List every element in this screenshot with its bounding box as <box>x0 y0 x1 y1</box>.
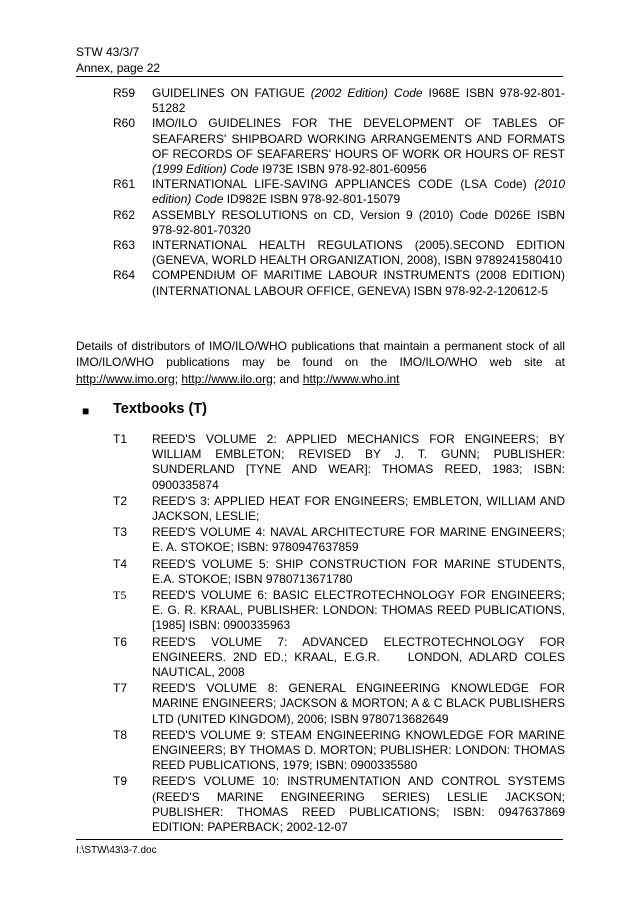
textbook-text: REED'S VOLUME 2: APPLIED MECHANICS FOR ENGINEERS; BY WILLIAM EMBLETON; REVISED BY J. T. GUNN; PUBLISHER: SUNDERLAND [TYNE AND WEAR]: THOMAS REED, 1983; ISBN: 0900335874 <box>152 432 565 492</box>
textbook-text: REED'S VOLUME 4: NAVAL ARCHITECTURE FOR MARINE ENGINEERS; E. A. STOKOE; ISBN: 9780947637859 <box>152 525 565 555</box>
footer-file-path: I:\STW\43\3-7.doc <box>76 845 157 856</box>
reference-code: R63 <box>113 238 136 253</box>
distributors-paragraph: Details of distributors of IMO/ILO/WHO publications that maintain a permanent stock of all IMO/ILO/WHO publications may be found on the IMO/ILO/WHO web site at http://www.imo.org; http://www.ilo.org; and http://www.who.int <box>76 339 565 386</box>
textbook-text: REED'S VOLUME 7: ADVANCED ELECTROTECHNOLOGY FOR ENGINEERS. 2ND ED.; KRAAL, E.G.R. LONDON, ADLARD COLES NAUTICAL, 2008 <box>152 634 569 680</box>
textbook-item <box>113 681 565 727</box>
textbook-code: T2 <box>113 493 128 508</box>
textbook-text: REED'S VOLUME 8: GENERAL ENGINEERING KNOWLEDGE FOR MARINE ENGINEERS; JACKSON & MORTON; A & C BLACK PUBLISHERS LTD (UNITED KINGDOM), 2006; ISBN 9780713682649 <box>152 681 565 726</box>
footer-rule <box>76 839 563 840</box>
textbook-item <box>113 728 565 774</box>
reference-code: R61 <box>113 177 136 192</box>
textbook-code: T1 <box>113 432 128 446</box>
textbook-item <box>113 588 565 634</box>
textbook-item <box>113 525 565 555</box>
ilo-link[interactable]: http://www.ilo.org <box>181 371 273 386</box>
reference-code: R62 <box>113 207 136 222</box>
header-rule <box>76 76 563 77</box>
page-number: Annex, page 22 <box>76 61 161 75</box>
textbook-code: T4 <box>113 556 128 571</box>
reference-item <box>113 208 565 238</box>
reference-code: R59 <box>113 86 136 100</box>
textbook-code: T9 <box>113 774 128 789</box>
references-list <box>113 86 565 299</box>
doc-reference: STW 43/3/7 <box>76 45 140 59</box>
textbook-item <box>113 494 565 524</box>
textbook-code: T6 <box>113 634 128 649</box>
textbook-text: REED'S VOLUME 9: STEAM ENGINEERING KNOWLEDGE FOR MARINE ENGINEERS; BY THOMAS D. MORTON; PUBLISHER: LONDON: THOMAS REED PUBLICATIONS, 1979; ISBN: 0900335580 <box>152 727 565 773</box>
textbook-code: T3 <box>113 525 128 540</box>
reference-text: INTERNATIONAL HEALTH REGULATIONS (2005).SECOND EDITION (GENEVA, WORLD HEALTH ORGANIZATION, 2008), ISBN 9789241580410 <box>152 238 565 268</box>
reference-text: IMO/ILO GUIDELINES FOR THE DEVELOPMENT OF TABLES OF SEAFARERS' SHIPBOARD WORKING ARRANGEMENTS AND FORMATS OF RECORDS OF SEAFARERS' HOURS OF WORK OR HOURS OF REST (1999 Edition) Code I973E ISBN 978-92-801-60956 <box>152 116 565 177</box>
reference-code: R60 <box>113 116 136 131</box>
reference-item <box>113 268 565 298</box>
textbooks-list <box>113 432 576 836</box>
textbook-item <box>113 432 565 493</box>
textbook-text: REED'S VOLUME 6: BASIC ELECTROTECHNOLOGY FOR ENGINEERS; E. G. R. KRAAL, PUBLISHER: LONDON: THOMAS REED PUBLICATIONS, [1985] ISBN: 0900335963 <box>152 588 565 633</box>
who-link[interactable]: http://www.who.int <box>302 371 400 386</box>
reference-text: GUIDELINES ON FATIGUE (2002 Edition) Code I968E ISBN 978-92-801-51282 <box>152 86 565 116</box>
textbook-code: T8 <box>113 727 128 742</box>
textbook-item <box>113 557 565 587</box>
square-bullet-icon: ■ <box>82 404 90 418</box>
textbook-item <box>113 774 576 835</box>
section-title: Textbooks (T) <box>113 401 207 417</box>
textbook-code: T7 <box>113 681 128 696</box>
reference-item <box>113 177 565 207</box>
imo-link[interactable]: http://www.imo.org <box>76 371 175 386</box>
textbook-text: REED'S VOLUME 5: SHIP CONSTRUCTION FOR MARINE STUDENTS, E.A. STOKOE; ISBN 9780713671780 <box>152 556 565 586</box>
textbook-code: T5 <box>113 588 127 603</box>
reference-item <box>113 116 565 177</box>
reference-text: COMPENDIUM OF MARITIME LABOUR INSTRUMENTS (2008 EDITION) (INTERNATIONAL LABOUR OFFICE, GENEVA) ISBN 978-92-2-120612-5 <box>152 268 565 298</box>
reference-text: ASSEMBLY RESOLUTIONS on CD, Version 9 (2010) Code D026E ISBN 978-92-801-70320 <box>152 207 565 237</box>
page-header <box>76 44 160 76</box>
reference-text: INTERNATIONAL LIFE-SAVING APPLIANCES CODE (LSA Code) (2010 edition) Code ID982E ISBN 978-92-801-15079 <box>152 177 565 207</box>
reference-item <box>113 238 565 268</box>
reference-item <box>113 86 565 116</box>
textbook-text: REED'S 3: APPLIED HEAT FOR ENGINEERS; EMBLETON, WILLIAM AND JACKSON, LESLIE; <box>152 493 565 524</box>
reference-code: R64 <box>113 268 136 283</box>
textbook-text: REED'S VOLUME 10: INSTRUMENTATION AND CONTROL SYSTEMS (REED'S MARINE ENGINEERING SERIES) LESLIE JACKSON; PUBLISHER: THOMAS REED PUBLICATIONS; ISBN: 0947637869 EDITION: PAPERBACK; 2002-12-07 <box>152 774 576 835</box>
textbook-item <box>113 634 569 681</box>
